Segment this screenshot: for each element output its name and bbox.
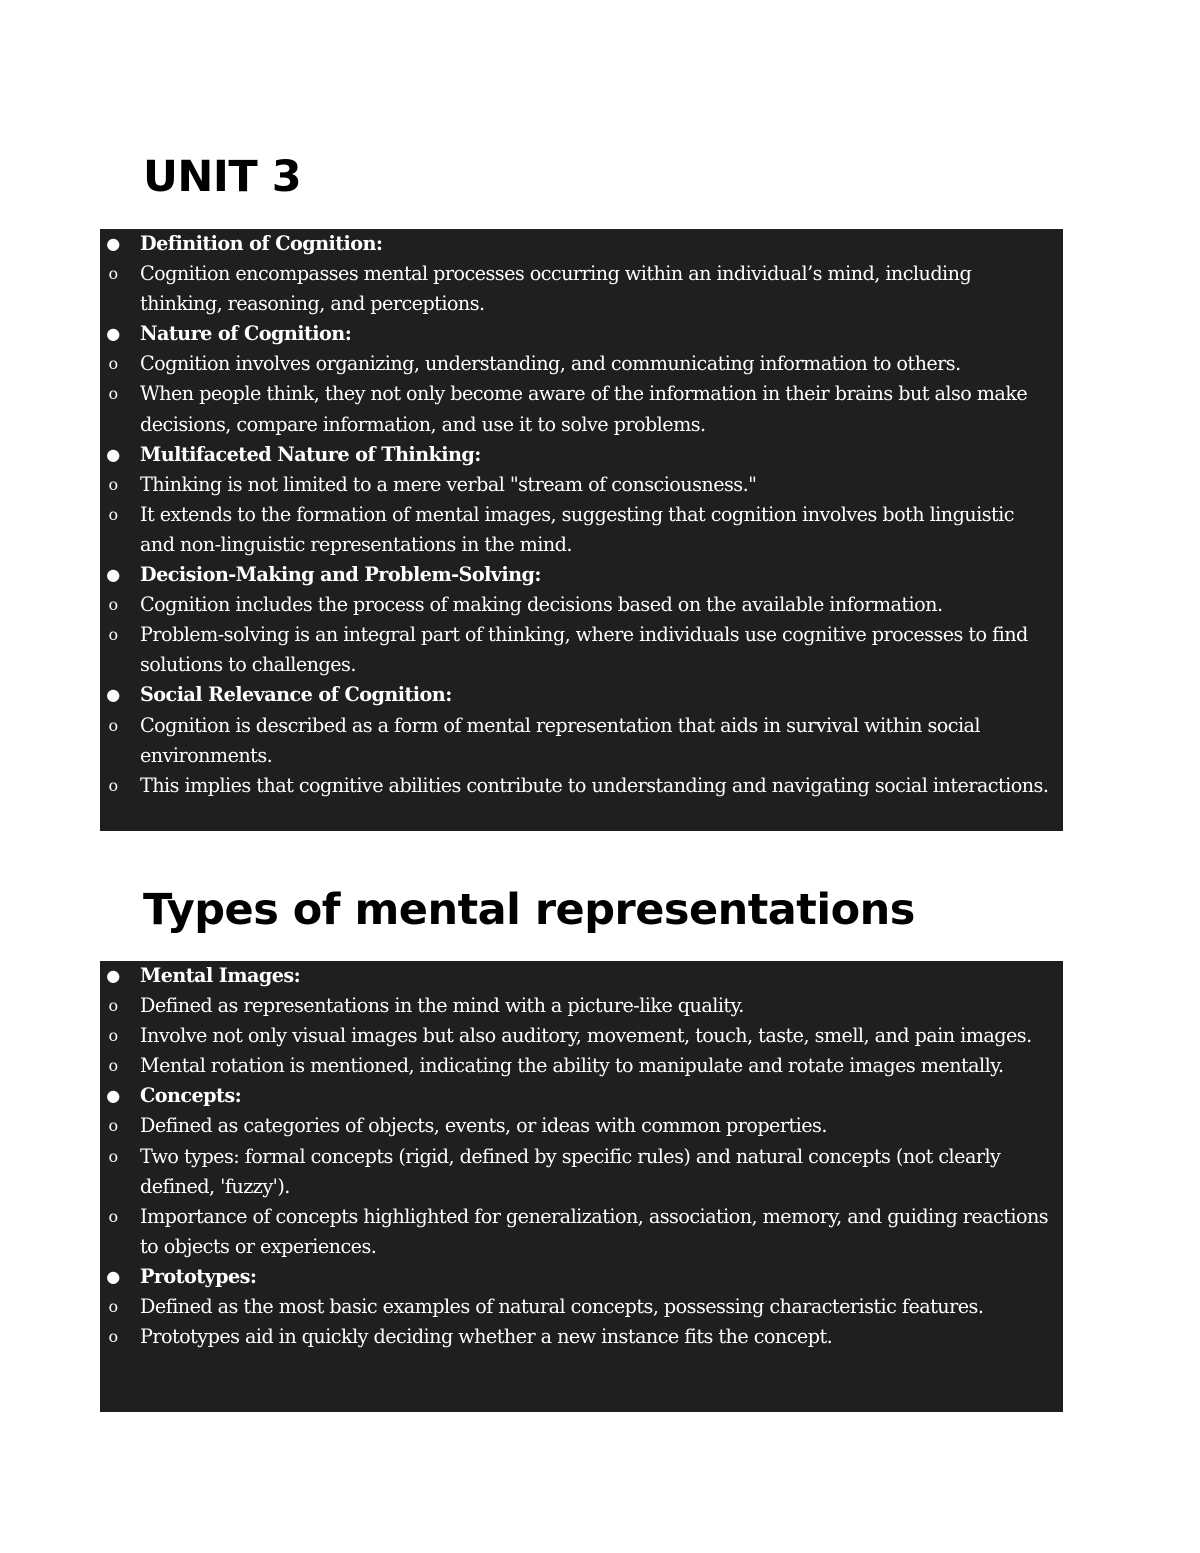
section-heading-item	[100, 229, 1063, 259]
hollow-bullet-icon: o	[108, 1327, 118, 1347]
bullet-icon: ●	[106, 444, 120, 464]
list-item	[100, 1111, 1063, 1141]
types-title: Types of mental representations	[143, 885, 915, 935]
item-text: Thinking is not limited to a mere verbal "stream of consciousness."	[140, 472, 757, 496]
hollow-bullet-icon: o	[108, 625, 118, 645]
list-item	[100, 1322, 1063, 1352]
hollow-bullet-icon: o	[108, 264, 118, 284]
hollow-bullet-icon: o	[108, 474, 118, 494]
list-item	[100, 1051, 1063, 1081]
hollow-bullet-icon: o	[108, 775, 118, 795]
list-item	[100, 620, 1063, 680]
hollow-bullet-icon: o	[108, 1206, 118, 1226]
list-item	[100, 379, 1063, 439]
item-text: Decision-Making and Problem-Solving:	[140, 563, 541, 587]
hollow-bullet-icon: o	[108, 384, 118, 404]
bullet-icon: ●	[106, 685, 120, 705]
list-item	[100, 1142, 1063, 1202]
hollow-bullet-icon: o	[108, 996, 118, 1016]
item-text: It extends to the formation of mental images, suggesting that cognition involves both linguistic and non-linguistic representations in the mind.	[140, 502, 1014, 556]
section-heading-item	[100, 961, 1063, 991]
item-text: Cognition is described as a form of mental representation that aids in survival within social environments.	[140, 713, 981, 767]
bullet-icon: ●	[106, 234, 120, 253]
item-text: Two types: formal concepts (rigid, defined by specific rules) and natural concepts (not clearly defined, 'fuzzy').	[140, 1144, 1001, 1198]
item-text: Social Relevance of Cognition:	[140, 683, 452, 707]
item-text: Cognition includes the process of making decisions based on the available information.	[140, 593, 943, 617]
hollow-bullet-icon: o	[108, 1056, 118, 1076]
list-item	[100, 590, 1063, 620]
hollow-bullet-icon: o	[108, 1146, 118, 1166]
item-text: Prototypes aid in quickly deciding whether a new instance fits the concept.	[140, 1325, 833, 1349]
item-text: Problem-solving is an integral part of thinking, where individuals use cognitive processes to find solutions to challenges.	[140, 623, 1028, 677]
list-item	[100, 1202, 1063, 1262]
bullet-icon: ●	[106, 324, 120, 344]
item-text: Cognition involves organizing, understanding, and communicating information to others.	[140, 352, 961, 376]
item-text: Mental Images:	[140, 964, 301, 987]
bullet-icon: ●	[106, 565, 120, 585]
hollow-bullet-icon: o	[108, 1026, 118, 1046]
item-text: Cognition encompasses mental processes occurring within an individual’s mind, including thinking, reasoning, and perceptions.	[140, 262, 972, 316]
list-item	[100, 1021, 1063, 1051]
list-item	[100, 470, 1063, 500]
section-heading-item	[100, 1262, 1063, 1292]
section-heading-item	[100, 319, 1063, 349]
bullet-icon: ●	[106, 1266, 120, 1286]
item-text: Defined as categories of objects, events, or ideas with common properties.	[140, 1114, 827, 1138]
item-text: Defined as the most basic examples of natural concepts, possessing characteristic features.	[140, 1295, 984, 1319]
list-item	[100, 711, 1063, 771]
item-text: Defined as representations in the mind with a picture-like quality.	[140, 994, 744, 1018]
hollow-bullet-icon: o	[108, 715, 118, 735]
section-heading-item	[100, 440, 1063, 470]
list-item	[100, 259, 1063, 319]
hollow-bullet-icon: o	[108, 354, 118, 374]
item-text: Multifaceted Nature of Thinking:	[140, 442, 481, 466]
list-item	[100, 349, 1063, 379]
item-text: Importance of concepts highlighted for generalization, association, memory, and guiding reactions to objects or experiences.	[140, 1204, 1049, 1258]
list-item	[100, 1292, 1063, 1322]
hollow-bullet-icon: o	[108, 595, 118, 615]
item-text: Mental rotation is mentioned, indicating the ability to manipulate and rotate images mentally.	[140, 1054, 1004, 1078]
item-text: Definition of Cognition:	[140, 232, 383, 255]
item-text: Involve not only visual images but also auditory, movement, touch, taste, smell, and pain images.	[140, 1024, 1032, 1048]
section-heading-item	[100, 1081, 1063, 1111]
item-text: When people think, they not only become aware of the information in their brains but also make decisions, compare information, and use it to solve problems.	[140, 382, 1028, 436]
list-item	[100, 500, 1063, 560]
unit-title: UNIT 3	[143, 152, 302, 202]
item-text: Concepts:	[140, 1084, 242, 1108]
section-heading-item	[100, 680, 1063, 710]
types-notes-block	[100, 961, 1063, 1412]
unit-notes-block	[100, 229, 1063, 831]
item-text: This implies that cognitive abilities contribute to understanding and navigating social interactions.	[140, 773, 1049, 797]
hollow-bullet-icon: o	[108, 1116, 118, 1136]
item-text: Nature of Cognition:	[140, 322, 352, 346]
hollow-bullet-icon: o	[108, 1297, 118, 1317]
hollow-bullet-icon: o	[108, 504, 118, 524]
item-text: Prototypes:	[140, 1264, 257, 1288]
bullet-icon: ●	[106, 966, 120, 985]
list-item	[100, 991, 1063, 1021]
bullet-icon: ●	[106, 1086, 120, 1106]
list-item	[100, 771, 1063, 801]
section-heading-item	[100, 560, 1063, 590]
